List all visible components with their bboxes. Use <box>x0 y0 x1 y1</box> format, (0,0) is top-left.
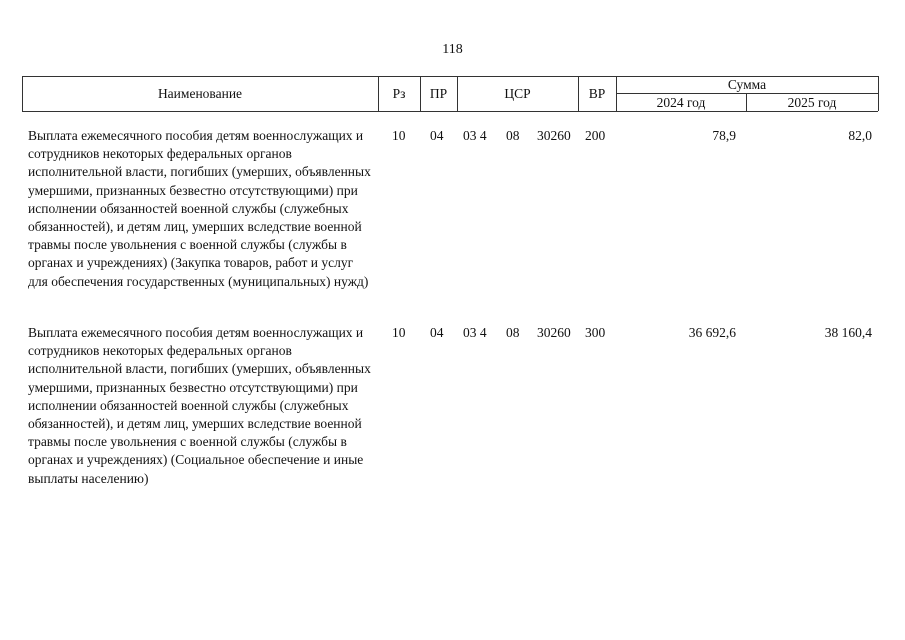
row-sum-2024: 36 692,6 <box>688 325 736 340</box>
row-csr-subprogram: 08 <box>506 128 520 143</box>
header-year-2025: 2025 год <box>787 95 837 110</box>
row-csr-program: 03 4 <box>463 325 487 340</box>
row-sum-2025: 82,0 <box>848 128 872 143</box>
row-sum-2024: 78,9 <box>712 128 736 143</box>
sum-subheader-divider <box>616 93 878 94</box>
header-sum: Сумма <box>727 77 767 92</box>
row-rz: 10 <box>392 325 406 340</box>
row-csr-direction: 30260 <box>537 325 571 340</box>
row-csr-subprogram: 08 <box>506 325 520 340</box>
row-csr-program: 03 4 <box>463 128 487 143</box>
col-divider <box>878 76 879 111</box>
row-name: Выплата ежемесячного пособия детям военнослужащих и сотрудников некоторых федеральных органов исполнительной власти, погибших (умерших, объявленных умершими, признанных безвестно отсутствующими) при исполнении обязанностей военной службы (служебных обязанностей), и детям лиц, умерших вследствие военной травмы после увольнения с военной службы (службы в органах и учреждениях) (Закупка товаров, работ и услуг для обеспечения государственных (муниципальных) нужд) <box>28 128 371 289</box>
header-bottom-border <box>22 111 878 112</box>
row-vr: 300 <box>585 325 606 340</box>
row-sum-2025: 38 160,4 <box>824 325 872 340</box>
row-rz: 10 <box>392 128 406 143</box>
header-csr: ЦСР <box>504 86 531 101</box>
page-number: 118 <box>442 42 463 57</box>
header-year-2024: 2024 год <box>656 95 706 110</box>
row-vr: 200 <box>585 128 606 143</box>
row-csr-direction: 30260 <box>537 128 571 143</box>
row-pr: 04 <box>430 325 444 340</box>
row-pr: 04 <box>430 128 444 143</box>
row-name: Выплата ежемесячного пособия детям военнослужащих и сотрудников некоторых федеральных органов исполнительной власти, погибших (умерших, объявленных умершими, признанных безвестно отсутствующими) при исполнении обязанностей военной службы (служебных обязанностей), и детям лиц, умерших вследствие военной травмы после увольнения с военной службы (службы в органах и учреждениях) (Социальное обеспечение и иные выплаты населению) <box>28 325 371 486</box>
header-vr: ВР <box>588 86 606 101</box>
header-rz: Рз <box>392 86 406 101</box>
header-pr: ПР <box>429 86 448 101</box>
header-name: Наименование <box>157 86 243 101</box>
